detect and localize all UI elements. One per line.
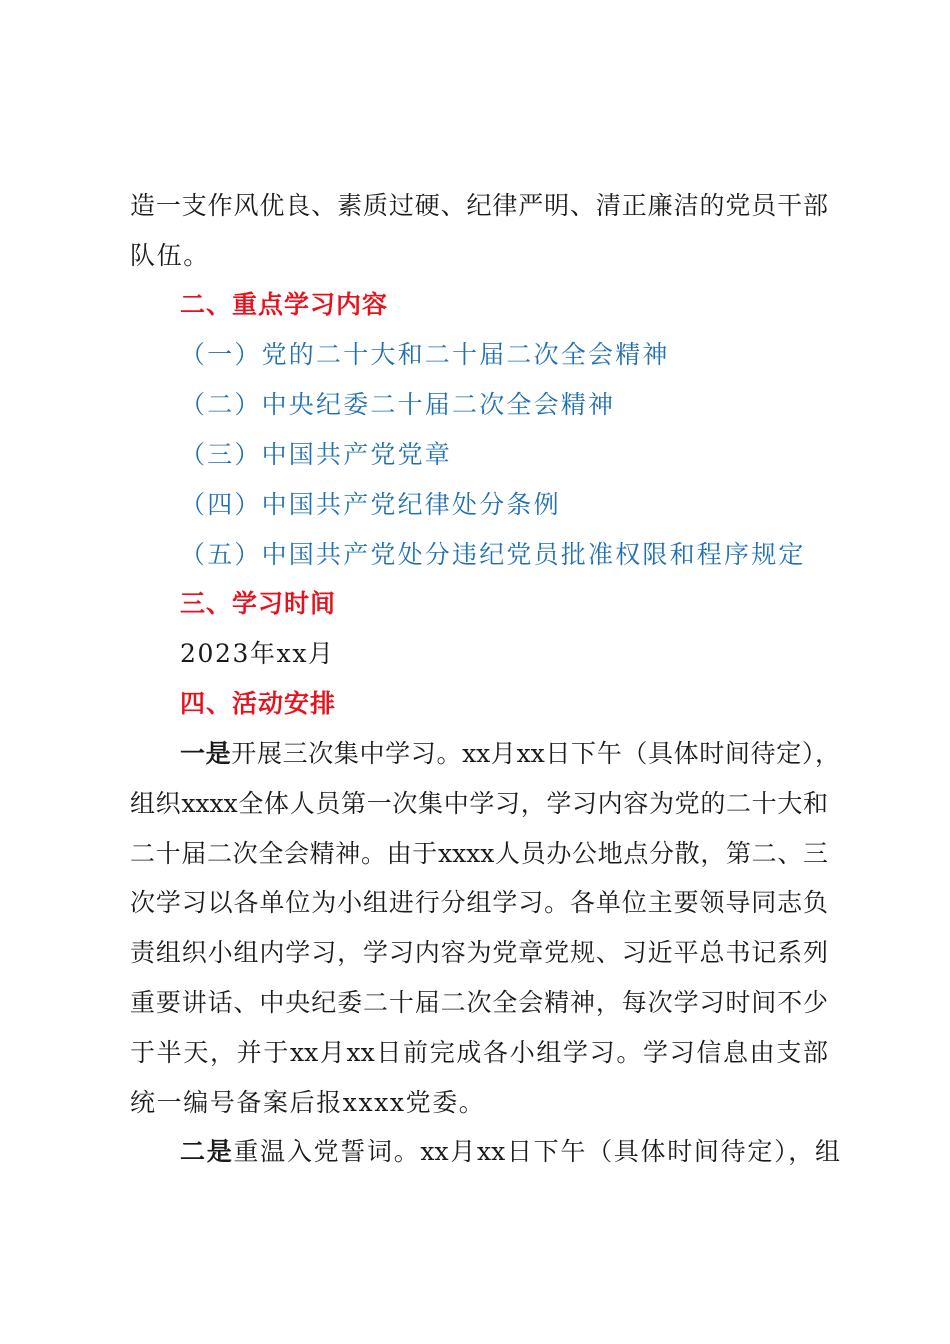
activity-1-line-1-text: 开展三次集中学习。xx月xx日下午（具体时间待定）， xyxy=(231,739,840,768)
activity-1-line-1 xyxy=(180,737,840,771)
intro-line-1: 造一支作风优良、素质过硬、纪律严明、清正廉洁的党员干部 xyxy=(130,191,828,220)
intro-line-2: 队伍。 xyxy=(130,241,210,270)
section-3-heading: 三、学习时间 xyxy=(180,589,337,618)
study-time-value: 2023年xx月 xyxy=(180,639,335,668)
activity-2-line-1-text: 重温入党誓词。xx月xx日下午（具体时间待定），组 xyxy=(233,1137,840,1166)
section-2-item-4: （四）中国共产党纪律处分条例 xyxy=(180,490,561,519)
activity-1-line-7: 于半天，并于xx月xx日前完成各小组学习。学习信息由支部 xyxy=(130,1038,828,1067)
activity-2-lead: 二是 xyxy=(180,1137,234,1166)
activity-1-line-2: 组织xxxx全体人员第一次集中学习，学习内容为党的二十大和 xyxy=(130,789,828,818)
activity-2-line-1 xyxy=(180,1135,840,1169)
section-2-item-2: （二）中央纪委二十届二次全会精神 xyxy=(180,390,616,419)
activity-1-line-8: 统一编号备案后报xxxx党委。 xyxy=(130,1088,486,1117)
activity-1-line-3: 二十届二次全会精神。由于xxxx人员办公地点分散，第二、三 xyxy=(130,839,828,868)
section-4-heading: 四、活动安排 xyxy=(180,689,337,718)
activity-1-lead: 一是 xyxy=(180,739,232,768)
activity-1-line-5: 责组织小组内学习，学习内容为党章党规、习近平总书记系列 xyxy=(130,938,828,967)
section-2-item-5: （五）中国共产党处分违纪党员批准权限和程序规定 xyxy=(180,540,806,569)
section-2-item-3: （三）中国共产党党章 xyxy=(180,440,453,469)
activity-1-line-4: 次学习以各单位为小组进行分组学习。各单位主要领导同志负 xyxy=(130,888,828,917)
section-2-item-1: （一）党的二十大和二十届二次全会精神 xyxy=(180,340,670,369)
activity-1-line-6: 重要讲话、中央纪委二十届二次全会精神，每次学习时间不少 xyxy=(130,988,828,1017)
section-2-heading: 二、重点学习内容 xyxy=(180,290,389,319)
